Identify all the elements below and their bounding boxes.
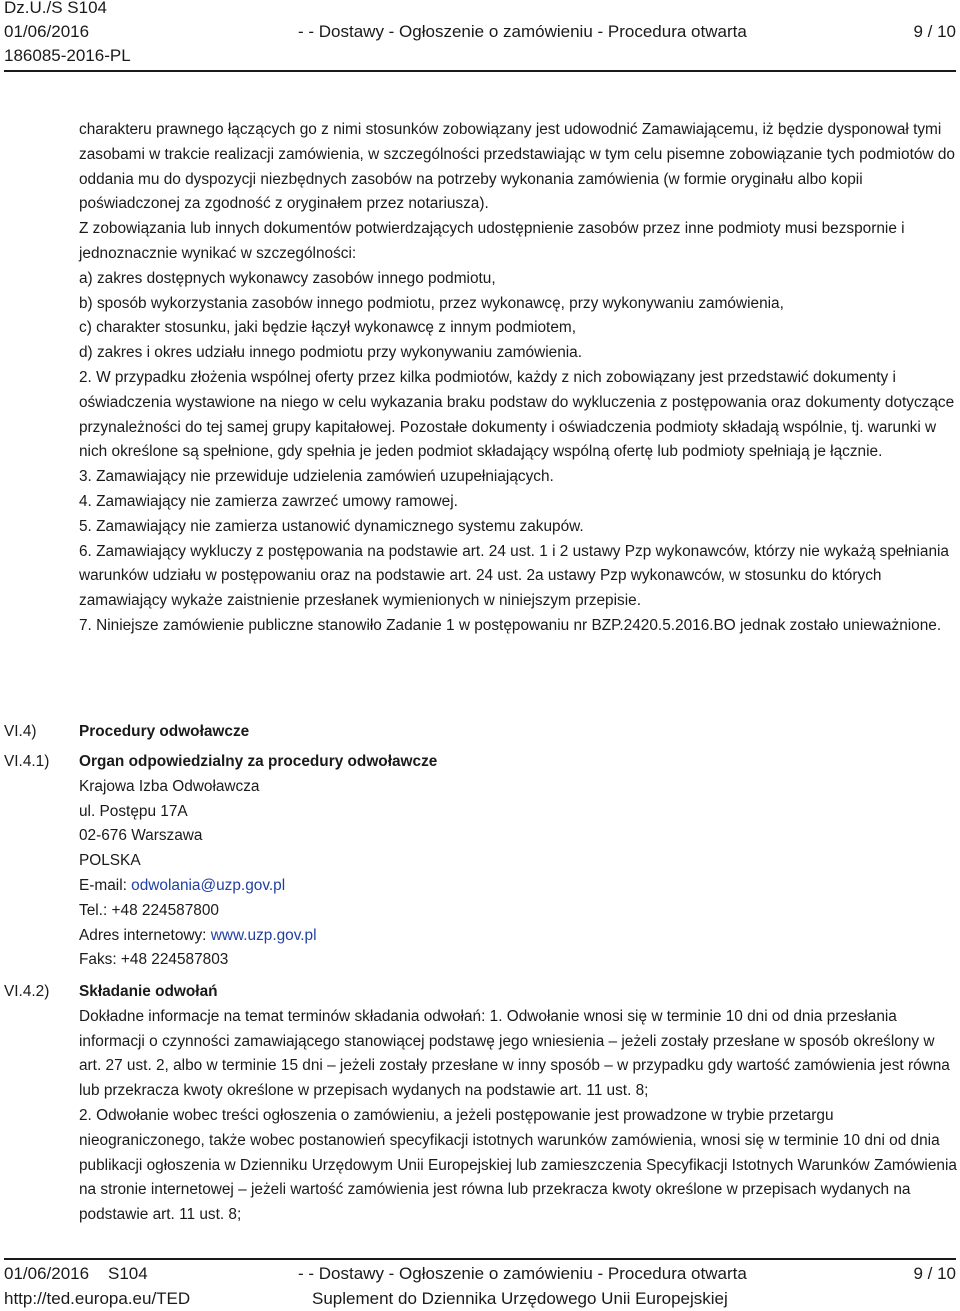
appeals-paragraph: 2. Odwołanie wobec treści ogłoszenia o zamówieniu, a jeżeli postępowanie jest prowadzone w trybie przetargu nieograniczonego, także wobec postanowień specyfikacji istotnych warunków zamówienia, wnosi się w terminie 10 dni od dnia publikacji ogłoszenia w Dzienniku Urzędowym Unii Europejskiej lub zamieszczenia Specyfikacji Istotnych Warunków Zamówienia na stronie internetowej – jeżeli wartość zamówienia jest równa lub przekracza kwoty określone w przepisach wydanych na podstawie art. 11 ust. 8;	[79, 1106, 957, 1224]
paragraph: 7. Niniejsze zamówienie publiczne stanowiło Zadanie 1 w postępowaniu nr BZP.2420.5.2016.BO jednak zostało unieważnione.	[79, 616, 942, 634]
tel-label: Tel.:	[79, 901, 108, 919]
header-divider	[4, 70, 956, 72]
continuation-text	[79, 118, 957, 639]
paragraph: charakteru prawnego łączących go z nimi stosunków zobowiązany jest udowodnić Zamawiającemu, iż będzie dysponował tymi zasobami w trakcie realizacji zamówienia, w szczególności przedstawiając w tym celu pisemne zobowiązanie tych podmiotów do oddania mu do dyspozycji niezbędnych zasobów na potrzeby wykonania zamówienia (w formie oryginału albo kopii poświadczonej za zgodność z oryginałem przez notariusza).	[79, 121, 955, 213]
fax-value: +48 224587803	[120, 951, 229, 969]
section-title-vi42: Składanie odwołań	[79, 983, 218, 1000]
footer-date: 01/06/2016	[4, 1264, 90, 1283]
paragraph: d) zakres i okres udziału innego podmiotu przy wykonywaniu zamówienia.	[79, 344, 583, 362]
paragraph: a) zakres dostępnych wykonawcy zasobów innego podmiotu,	[79, 269, 496, 287]
email-link[interactable]: odwolania@uzp.gov.pl	[131, 876, 286, 894]
review-body-block	[79, 750, 957, 973]
paragraph: 4. Zamawiający nie zamierza zawrzeć umowy ramowej.	[79, 492, 458, 510]
section-title-vi41: Organ odpowiedzialny za procedury odwoławcze	[79, 753, 438, 770]
fax-row	[79, 948, 957, 973]
org-street: ul. Postępu 17A	[79, 802, 188, 820]
web-row	[79, 924, 957, 949]
footer-page-number: 9 / 10	[913, 1264, 956, 1283]
footer-date-series	[4, 1264, 148, 1284]
footer-title: - - Dostawy - Ogłoszenie o zamówieniu - Procedura otwarta	[298, 1264, 747, 1283]
appeals-block	[79, 980, 957, 1228]
web-label: Adres internetowy:	[79, 926, 207, 944]
paragraph: 5. Zamawiający nie zamierza ustanowić dynamicznego systemu zakupów.	[79, 517, 584, 535]
tel-row	[79, 899, 957, 924]
footer-supplement: Suplement do Dziennika Urzędowego Unii Europejskiej	[312, 1289, 728, 1308]
header-date: 01/06/2016	[4, 22, 90, 41]
fax-label: Faks:	[79, 951, 117, 969]
paragraph: b) sposób wykorzystania zasobów innego podmiotu, przez wykonawcę, przy wykonywaniu zamówienia,	[79, 294, 784, 312]
email-row	[79, 874, 957, 899]
org-country: POLSKA	[79, 852, 141, 870]
tel-value: +48 224587800	[111, 901, 219, 919]
page-header	[4, 0, 956, 72]
header-page-number: 9 / 10	[913, 22, 956, 41]
paragraph: 3. Zamawiający nie przewiduje udzielenia zamówień uzupełniających.	[79, 468, 554, 486]
footer-url[interactable]: http://ted.europa.eu/TED	[4, 1289, 191, 1308]
paragraph: 2. W przypadku złożenia wspólnej oferty przez kilka podmiotów, każdy z nich zobowiązany jest przedstawić dokumenty i oświadczenia wystawione na niego w celu wykazania braku podstaw do wykluczenia z postępowania oraz dokumenty dotyczące przynależności do tej samej grupy kapitałowej. Pozostałe dokumenty i oświadczenia podmioty składają wspólnie, tj. warunki w nich określone są spełnione, gdy spełnia je jeden podmiot składający wspólną ofertę lub podmioty spełniają je łącznie.	[79, 368, 955, 461]
paragraph: 6. Zamawiający wykluczy z postępowania na podstawie art. 24 ust. 1 i 2 ustawy Pzp wykonawców, którzy nie wykażą spełniania warunków udziału w postępowaniu oraz na podstawie art. 24 ust. 2a ustawy Pzp wykonawców, w stosunku do których zamawiający wykaże zaistnienie przesłanek wymienionych w niniejszym przepisie.	[79, 542, 949, 610]
email-label: E-mail:	[79, 876, 127, 894]
org-name: Krajowa Izba Odwoławcza	[79, 777, 260, 795]
paragraph: Z zobowiązania lub innych dokumentów potwierdzających udostępnienie zasobów przez inne podmioty musi bezspornie i jednoznacznie wynikać w szczególności:	[79, 220, 905, 262]
paragraph: c) charakter stosunku, jaki będzie łączył wykonawcę z innym podmiotem,	[79, 319, 576, 337]
section-number-vi4: VI.4)	[4, 723, 37, 740]
web-link[interactable]: www.uzp.gov.pl	[210, 926, 317, 944]
org-city: 02-676 Warszawa	[79, 827, 203, 845]
section-number-vi42: VI.4.2)	[4, 983, 50, 1000]
section-title-vi4: Procedury odwoławcze	[79, 723, 250, 740]
footer-series: S104	[108, 1264, 148, 1283]
footer-divider	[4, 1258, 956, 1260]
header-title: - - Dostawy - Ogłoszenie o zamówieniu - Procedura otwarta	[298, 22, 747, 41]
appeals-paragraph: Dokładne informacje na temat terminów składania odwołań: 1. Odwołanie wnosi się w terminie 10 dni od dnia przesłania informacji o czynności zamawiającego stanowiącej podstawę jego wniesienia – jeżeli zostały przesłane w sposób określony w art. 27 ust. 2, albo w terminie 15 dni – jeżeli zostały przesłane w inny sposób – w przypadku gdy wartość zamówienia jest równa lub przekracza kwoty określone w przepisach wydanych na podstawie art. 11 ust. 8;	[79, 1007, 950, 1100]
header-doc-id: 186085-2016-PL	[4, 46, 131, 65]
section-number-vi41: VI.4.1)	[4, 753, 50, 770]
journal-ref: Dz.U./S S104	[4, 0, 107, 17]
